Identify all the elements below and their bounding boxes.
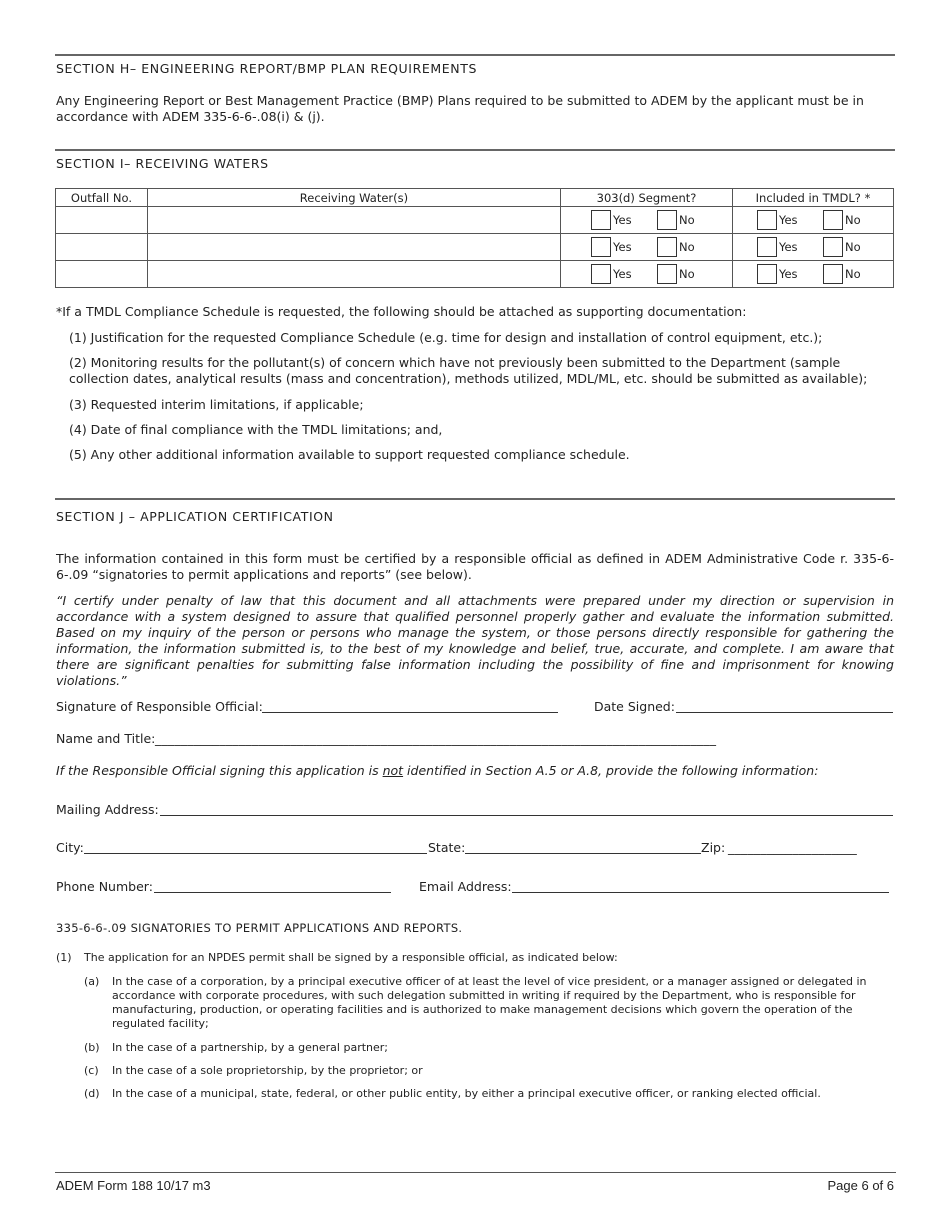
certification-intro: The information contained in this form must be certified by a responsible official as defined in ADEM Administrative Code r. 335-6-6-.09 “signatories to permit applications and reports” (see below). [56,551,894,582]
yes-label: Yes [778,240,798,254]
no-label: No [679,213,695,227]
table-row [56,261,894,288]
phone-number-field[interactable] [154,892,391,893]
zip-field[interactable]: ____________________ [728,840,857,855]
col-outfall-header: Outfall No. [56,189,148,207]
notice-not-text: not [382,763,404,778]
footer-rule [55,1172,896,1173]
mailing-address-field[interactable] [160,815,893,816]
notice-text-before: If the Responsible Official signing this application is [56,763,383,778]
notice-text-after: identified in Section A.5 or A.8, provide the following information: [403,763,819,778]
email-address-label: Email Address: [419,879,512,894]
303d-no-checkbox[interactable] [657,237,677,257]
section-h-top-rule [55,54,895,56]
outfall-cell[interactable] [56,207,148,234]
yes-label: Yes [613,213,632,227]
col-tmdl-header: Included in TMDL? * [732,189,893,207]
tmdl-item-1: (1) Justification for the requested Compliance Schedule (e.g. time for design and installation of control equipment, etc.); [69,330,823,345]
tmdl-no-checkbox[interactable] [823,237,843,257]
signatories-title: 335-6-6-.09 SIGNATORIES TO PERMIT APPLICATIONS AND REPORTS. [56,921,463,935]
tmdl-item-4: (4) Date of final compliance with the TMDL limitations; and, [69,422,443,437]
date-signed-label: Date Signed: [594,699,675,714]
name-title-label: Name and Title: [56,731,156,746]
signatories-item-1-text: The application for an NPDES permit shall be signed by a responsible official, as indicated below: [84,951,618,964]
receiving-water-cell[interactable] [147,207,560,234]
email-address-field[interactable] [512,892,889,893]
col-303d-header: 303(d) Segment? [561,189,733,207]
tmdl-item-2: (2) Monitoring results for the pollutant(s) of concern which have not previously been submitted to the Department (sample collection dates, analytical results (mass and concentration), methods utilized, MDL/ML, etc. should be submitted as available); [69,355,868,386]
section-j-title: SECTION J – APPLICATION CERTIFICATION [56,509,334,524]
yes-label: Yes [778,213,798,227]
footer-page-number: Page 6 of 6 [827,1178,894,1193]
section-j-top-rule [55,498,895,500]
city-field[interactable] [84,853,427,854]
no-label: No [679,267,695,281]
section-h-title: SECTION H– ENGINEERING REPORT/BMP PLAN REQUIREMENTS [56,61,477,76]
signatories-sub-d-text: In the case of a municipal, state, federal, or other public entity, by either a principal executive officer, or ranking elected official. [112,1087,821,1100]
tmdl-yes-checkbox[interactable] [757,264,777,284]
mailing-address-label: Mailing Address: [56,802,159,817]
no-label: No [844,267,861,281]
responsible-official-notice [56,763,894,779]
signatories-sub-b-text: In the case of a partnership, by a general partner; [112,1041,388,1054]
tmdl-note: *If a TMDL Compliance Schedule is requested, the following should be attached as supporting documentation: [56,304,747,319]
phone-number-label: Phone Number: [56,879,153,894]
no-label: No [844,240,861,254]
tmdl-item-5: (5) Any other additional information available to support requested compliance schedule. [69,447,630,462]
receiving-water-cell[interactable] [147,261,560,288]
outfall-cell[interactable] [56,261,148,288]
certification-statement: “I certify under penalty of law that this document and all attachments were prepared under my direction or supervision in accordance with a system designed to assure that qualified personnel properly gather and evaluate the information submitted. Based on my inquiry of the person or persons who manage the system, or those persons directly responsible for gathering the information, the information submitted is, to the best of my knowledge and belief, true, accurate, and complete. I am aware that there are significant penalties for submitting false information including the possibility of fine and imprisonment for knowing violations.” [56,593,894,688]
name-title-field[interactable]: _______________________________________________________________________________________ [155,731,717,746]
city-label: City: [56,840,84,855]
signatories-sub-c-letter: (c) [84,1064,99,1077]
signatories-sub-c-text: In the case of a sole proprietorship, by the proprietor; or [112,1064,423,1077]
zip-label: Zip: [701,840,726,855]
outfall-cell[interactable] [56,234,148,261]
state-label: State: [428,840,466,855]
receiving-waters-table [55,188,894,288]
signatories-sub-d-letter: (d) [84,1087,100,1100]
no-label: No [844,213,861,227]
tmdl-no-checkbox[interactable] [823,264,843,284]
303d-yes-checkbox[interactable] [591,237,611,257]
signature-field[interactable] [262,712,558,713]
signature-label: Signature of Responsible Official: [56,699,263,714]
section-i-top-rule [55,149,895,151]
table-row [56,207,894,234]
signatories-sub-a-letter: (a) [84,975,100,988]
yes-label: Yes [613,267,632,281]
section-i-title: SECTION I– RECEIVING WATERS [56,156,269,171]
303d-no-checkbox[interactable] [657,210,677,230]
yes-label: Yes [778,267,798,281]
state-field[interactable] [465,853,701,854]
table-header-row [56,189,894,207]
tmdl-item-3: (3) Requested interim limitations, if applicable; [69,397,364,412]
table-row [56,234,894,261]
yes-label: Yes [613,240,632,254]
section-h-text: Any Engineering Report or Best Management Practice (BMP) Plans required to be submitted to ADEM by the applicant must be in accordance with ADEM 335-6-6-.08(i) & (j). [56,93,864,124]
tmdl-no-checkbox[interactable] [823,210,843,230]
303d-yes-checkbox[interactable] [591,210,611,230]
303d-no-checkbox[interactable] [657,264,677,284]
303d-yes-checkbox[interactable] [591,264,611,284]
footer-form-id: ADEM Form 188 10/17 m3 [56,1178,211,1193]
no-label: No [679,240,695,254]
tmdl-yes-checkbox[interactable] [757,237,777,257]
signatories-item-1-number: (1) [56,951,72,964]
receiving-water-cell[interactable] [147,234,560,261]
col-receiving-water-header: Receiving Water(s) [147,189,560,207]
signatories-sub-b-letter: (b) [84,1041,100,1054]
signatories-sub-a-text: In the case of a corporation, by a principal executive officer of at least the level of vice president, or a manager assigned or delegated in accordance with corporate procedures, with such delegation submitted in writing if required by the Department, who is responsible for manufacturing, production, or operating facilities and is authorized to make management decisions which govern the operation of the regulated facility; [112,975,867,1030]
tmdl-yes-checkbox[interactable] [757,210,777,230]
date-signed-field[interactable] [676,712,893,713]
